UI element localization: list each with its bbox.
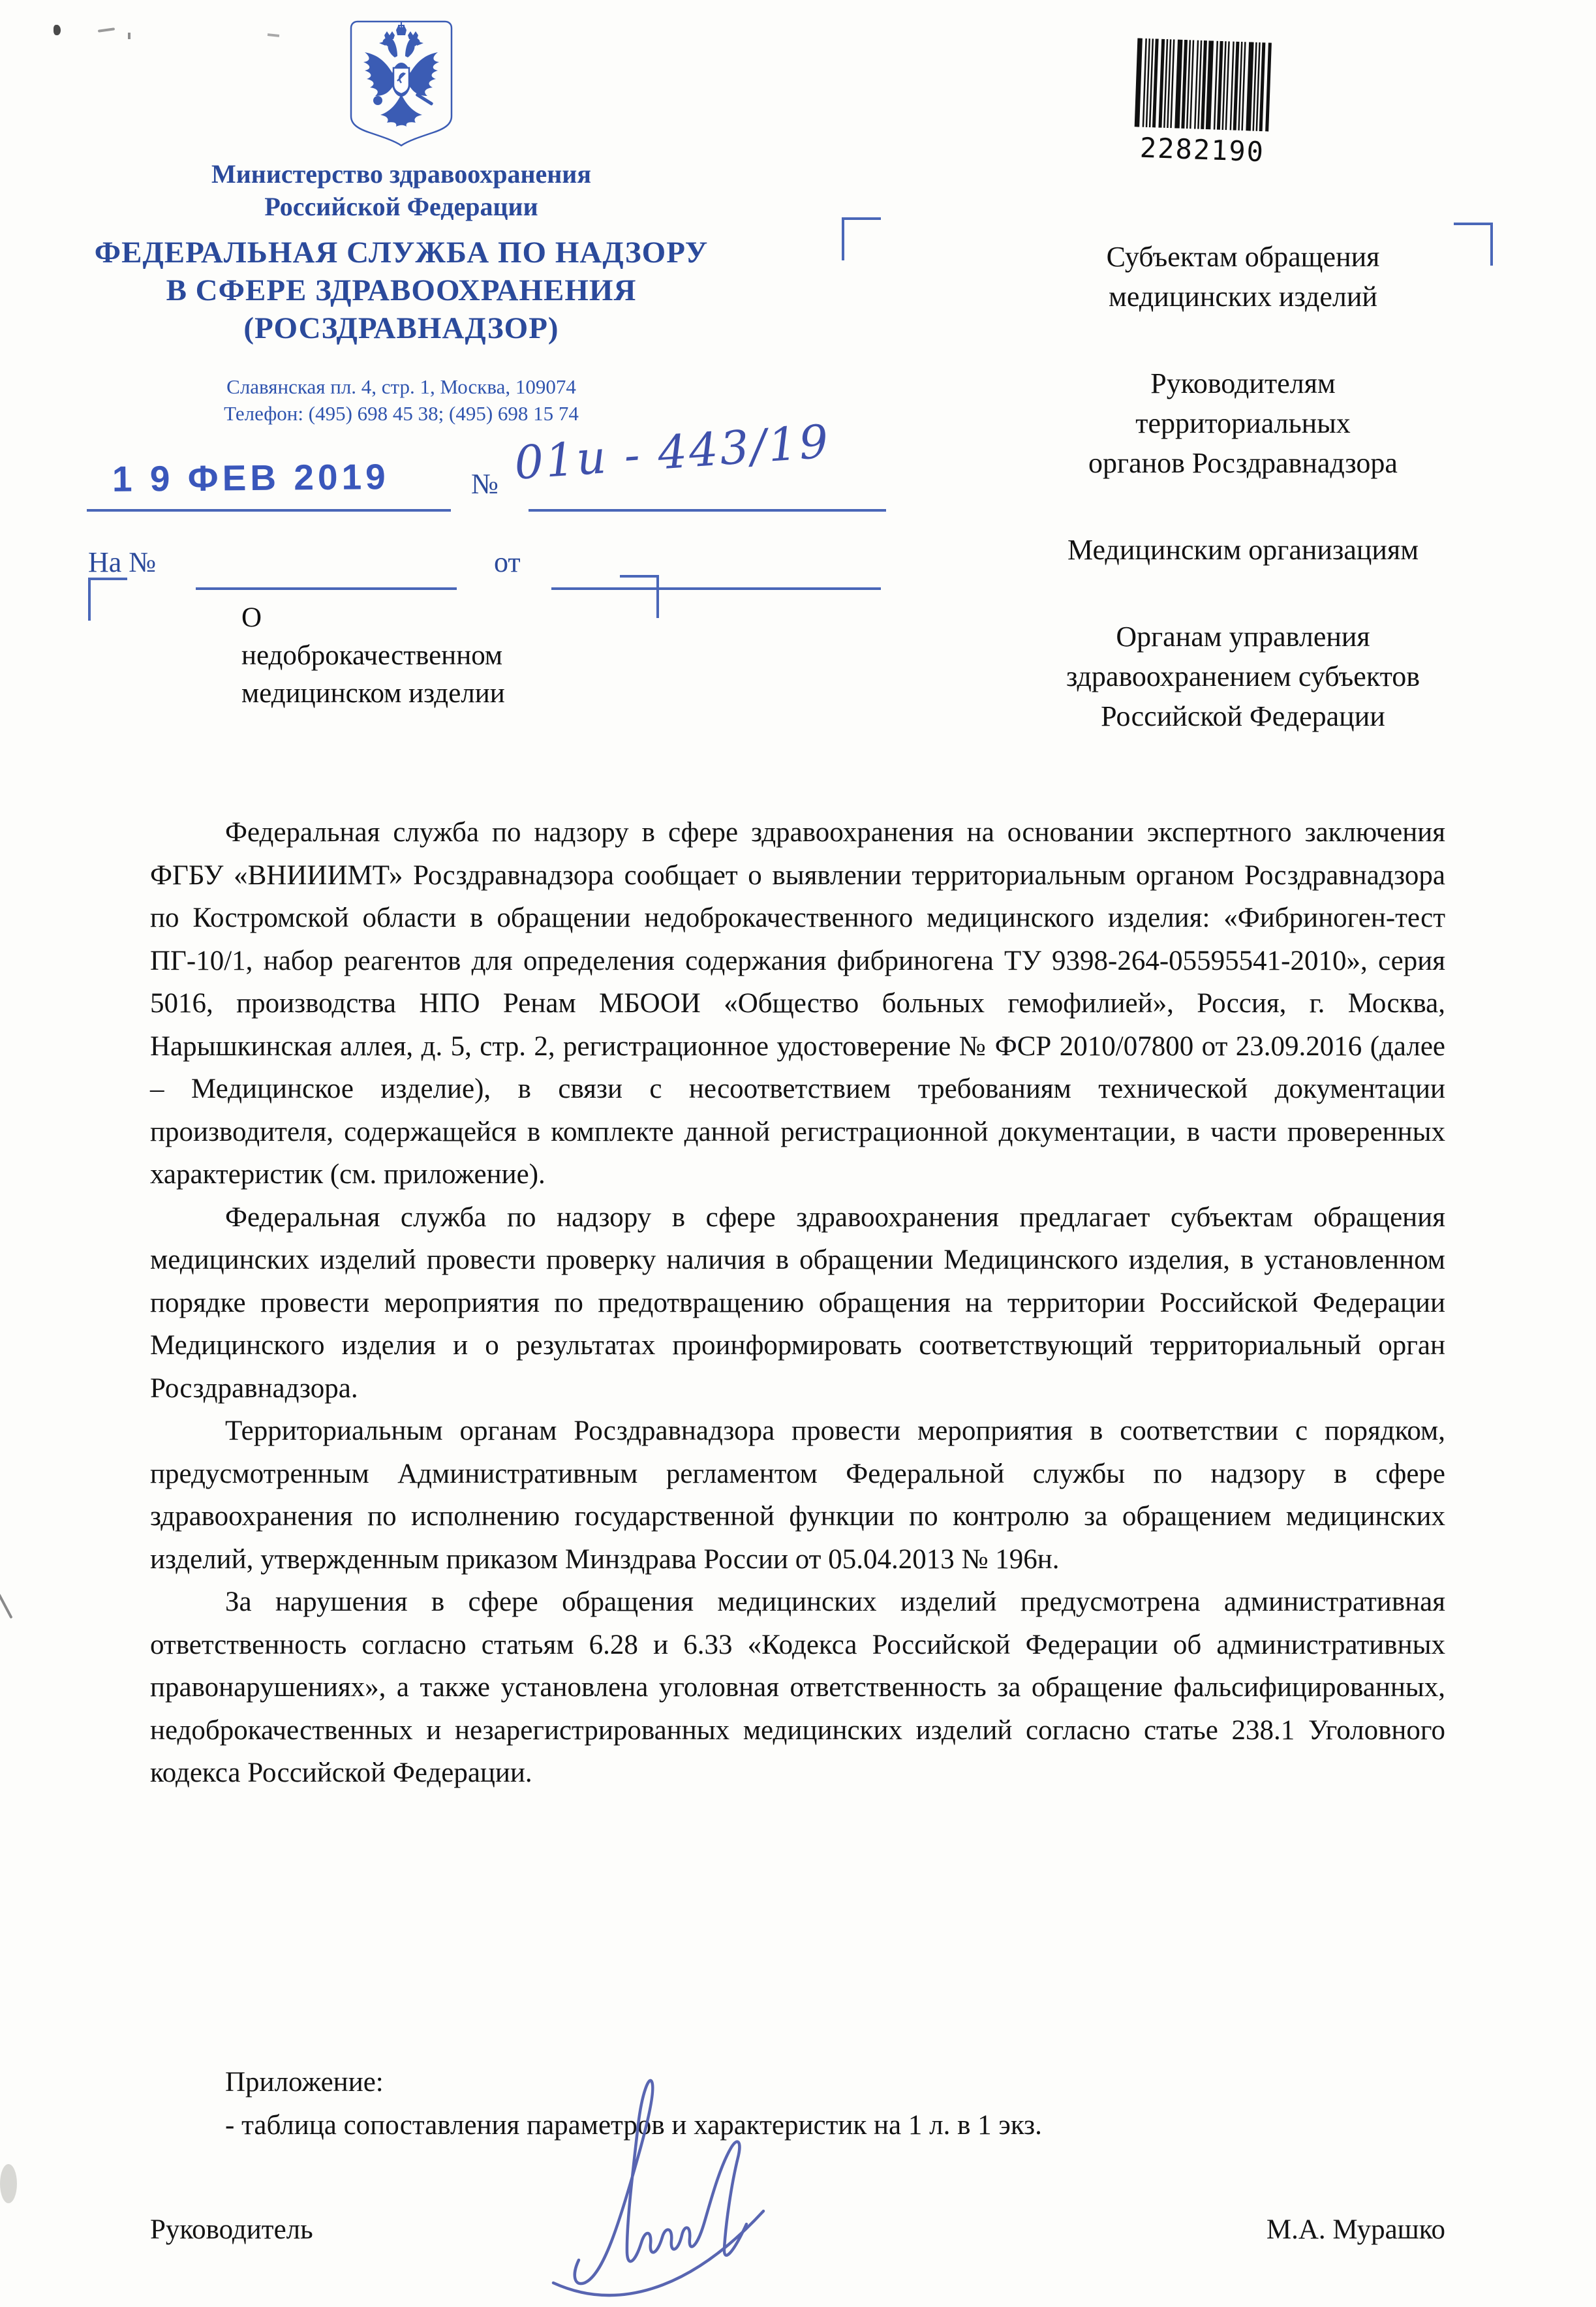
handwritten-outgoing-number: 01и - 443/19 xyxy=(512,414,832,490)
letter-subject xyxy=(241,599,522,713)
subject-line: О недоброкачественном xyxy=(241,602,503,671)
recipient-line: Руководителям xyxy=(1150,367,1336,399)
scan-speck xyxy=(0,1594,13,1619)
address-line: Славянская пл. 4, стр. 1, Москва, 109074 xyxy=(226,375,576,398)
recipient-group xyxy=(933,530,1553,570)
from-date-blank xyxy=(551,587,881,590)
recipient-group xyxy=(933,617,1553,736)
phone-line: Телефон: (495) 698 45 38; (495) 698 15 74 xyxy=(224,402,579,425)
body-paragraph: Федеральная служба по надзору в сфере здравоохранения на основании экспертного заключения ФГБУ «ВНИИИМТ» Росздравнадзора сообщает о выявлении территориальным органом Росздравнадзора по Костромской области в обращении недоброкачественного медицинского изделия: «Фибриноген-тест ПГ-10/1, набор реагентов для определения содержания фибриногена ТУ 9398-264-05595541-2010», серия 5016, производства НПО Ренам МБООИ «Общество больных гемофилией», Россия, г. Москва, Нарышкинская аллея, д. 5, стр. 2, регистрационное удостоверение № ФСР 2010/07800 от 23.09.2016 (далее – Медицинское изделие), в связи с несоответствием требованиям технической документации производителя, содержащейся в комплекте данной регистрационной документации, в части проверенных характеристик (см. приложение). xyxy=(150,817,1445,1190)
recipient-line: Российской Федерации xyxy=(1101,700,1385,732)
recipient-group xyxy=(933,237,1553,317)
from-date-label: от xyxy=(494,546,521,578)
recipient-line: Медицинским организациям xyxy=(1067,534,1419,566)
signoff-position: Руководитель xyxy=(150,2214,313,2245)
body-paragraph: Федеральная служба по надзору в сфере здравоохранения предлагает субъектам обращения медицинских изделий провести проверку наличия в обращении Медицинского изделия, в установленном порядке провести мероприятия по предотвращению обращения на территории Российской Федерации Медицинского изделия и о результатах проинформировать соответствующий территориальный орган Росздравнадзора. xyxy=(150,1201,1445,1404)
attachment-label: Приложение: xyxy=(225,2067,384,2098)
signoff-row xyxy=(150,2214,1445,2246)
russia-coat-of-arms-icon xyxy=(349,20,453,147)
service-line: (РОСЗДРАВНАДЗОР) xyxy=(243,311,559,345)
letterhead xyxy=(91,20,711,427)
recipient-line: медицинских изделий xyxy=(1109,281,1377,313)
attachment-item: - таблица сопоставления параметров и характеристик на 1 л. в 1 экз. xyxy=(225,2110,1042,2141)
scan-speck xyxy=(54,25,61,35)
date-underline xyxy=(87,509,451,512)
incoming-number-blank xyxy=(196,587,457,590)
scan-smudge xyxy=(0,2164,17,2203)
handwritten-signature-icon xyxy=(515,2067,796,2307)
number-underline xyxy=(529,509,886,512)
service-line: ФЕДЕРАЛЬНАЯ СЛУЖБА ПО НАДЗОРУ xyxy=(94,236,709,270)
ministry-line: Министерство здравоохранения xyxy=(211,159,591,189)
ministry-name xyxy=(91,158,711,223)
recipient-line: территориальных xyxy=(1135,407,1351,439)
recipient-group xyxy=(933,364,1553,483)
body-paragraph: За нарушения в сфере обращения медицинских изделий предусмотрена административная ответственность согласно статьям 6.28 и 6.33 «Кодекса Российской Федерации об административных правонарушениях», а также установлена уголовная ответственность за обращение фальсифицированных, недоброкачественных и незарегистрированных медицинских изделий согласно статье 238.1 Уголовного кодекса Российской Федерации. xyxy=(150,1587,1445,1788)
date-stamp: 1 9 ФЕВ 2019 xyxy=(112,456,390,499)
recipients-block xyxy=(933,237,1553,736)
barcode xyxy=(1132,38,1276,168)
barcode-number: 2282190 xyxy=(1139,131,1265,168)
recipient-line: органов Росздравнадзора xyxy=(1088,447,1398,479)
barcode-bars-icon xyxy=(1133,38,1276,131)
incoming-number-label: На № xyxy=(88,546,157,578)
subject-corner-mark-left xyxy=(88,578,127,621)
recipient-line: Органам управления xyxy=(1116,621,1370,653)
ministry-line: Российской Федерации xyxy=(264,192,538,221)
subject-line: медицинском изделии xyxy=(241,678,505,709)
signoff-name: М.А. Мурашко xyxy=(1266,2214,1445,2245)
address-block xyxy=(91,373,711,427)
letter-body xyxy=(150,811,1445,1795)
service-name xyxy=(91,234,711,347)
body-paragraph: Территориальным органам Росздравнадзора провести мероприятия в соответствии с порядком, предусмотренным Административным регламентом Федеральной службы по надзору в сфере здравоохранения по исполнению государственной функции по контролю за обращением медицинских изделий, утвержденным приказом Минздрава России от 05.04.2013 № 196н. xyxy=(150,1416,1445,1575)
recipient-line: здравоохранением субъектов xyxy=(1066,660,1420,692)
recipient-line: Субъектам обращения xyxy=(1106,241,1380,273)
service-line: В СФЕРЕ ЗДРАВООХРАНЕНИЯ xyxy=(166,273,637,307)
number-sign-label: № xyxy=(471,468,499,500)
recipient-corner-mark-left xyxy=(842,217,881,260)
attachment-block xyxy=(150,2061,1445,2147)
subject-corner-mark-right xyxy=(620,575,659,618)
